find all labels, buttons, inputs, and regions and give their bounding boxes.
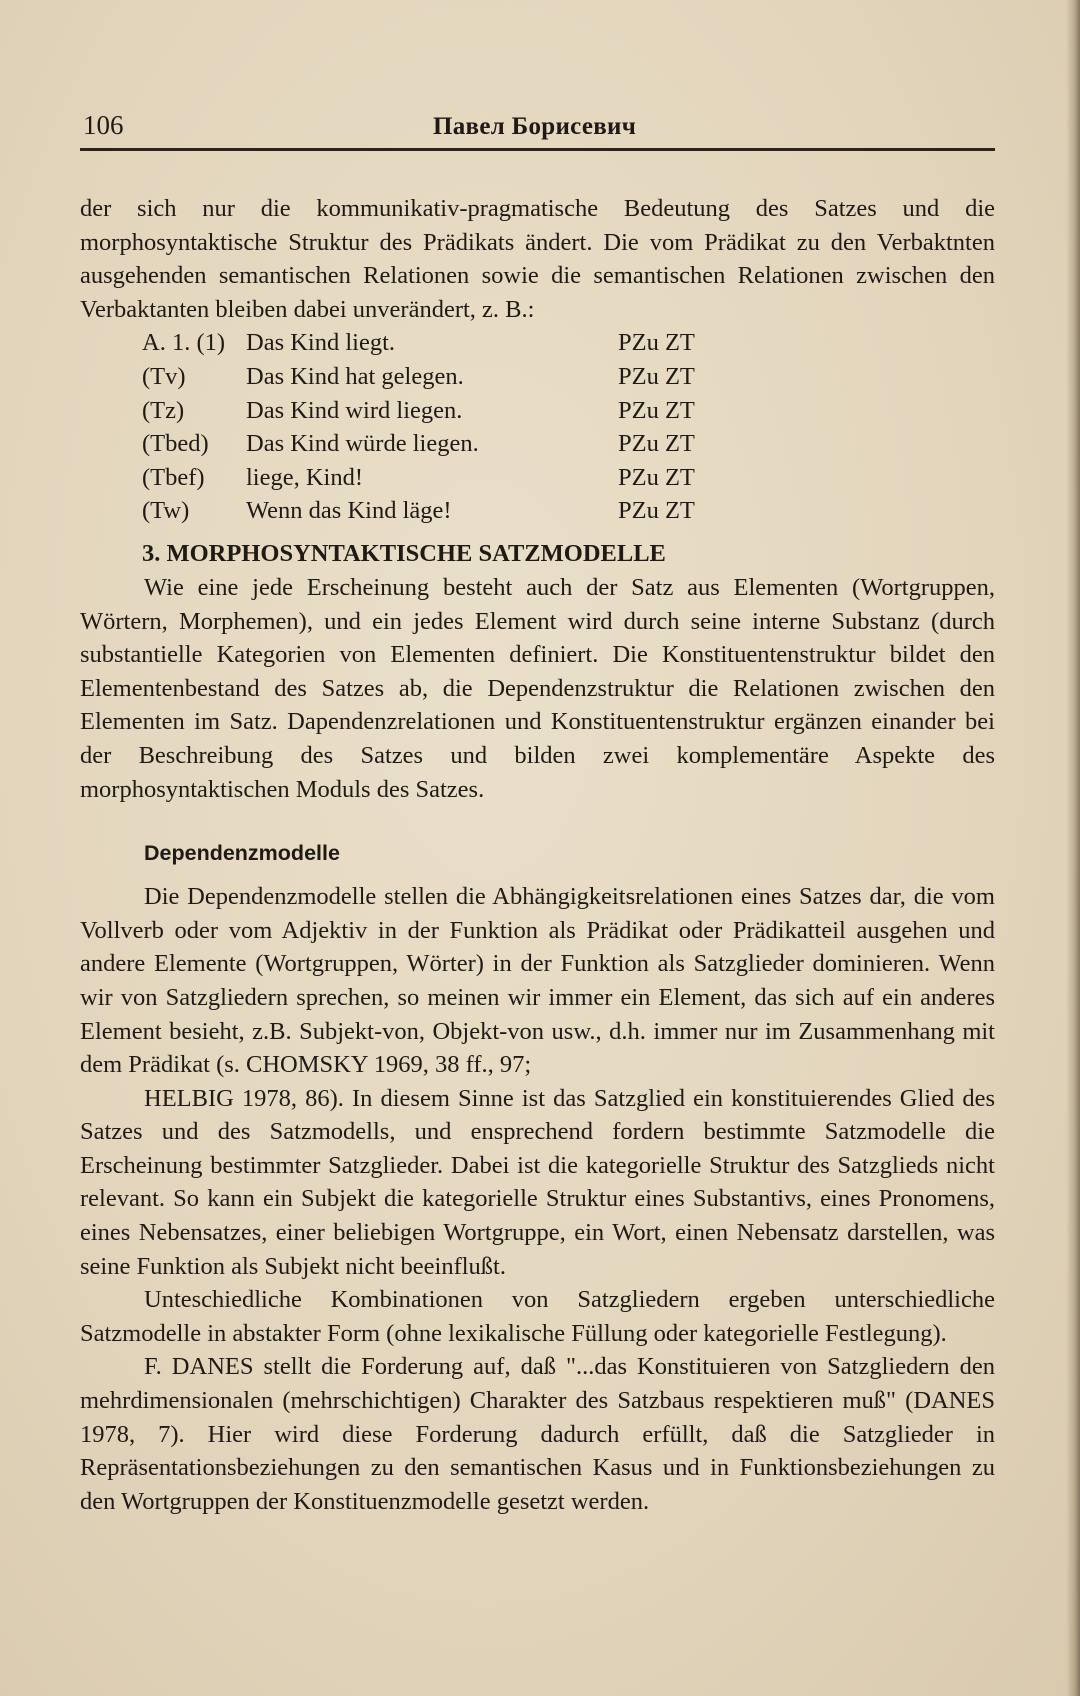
example-code: PZu ZT: [618, 463, 695, 491]
example-sentence: Wenn das Kind läge!: [246, 497, 452, 525]
example-label: (Tbed): [142, 430, 209, 458]
body-paragraph: Die Dependenzmodelle stellen die Abhängigkeitsrelationen eines Satzes dar, die vom Vollverb oder vom Adjektiv in der Funktion als Prädikat oder Prädikatteil ausgehen und andere Elemente (Wortgruppen, Wörter) in der Funktion als Satzglieder dominieren. Wenn wir von Satzgliedern sprechen, so meinen wir immer ein Element, das sich auf ein anderes Element besieht, z.B. Subjekt-von, Objekt-von usw., d.h. immer nur im Zusammenhang mit dem Prädikat (s. CHOMSKY 1969, 38 ff., 97;: [80, 883, 995, 1079]
example-sentence: Das Kind liegt.: [246, 329, 396, 357]
subsection-heading: Dependenzmodelle: [144, 841, 340, 866]
body-paragraph: Unteschiedliche Kombinationen von Satzgliedern ergeben unterschiedliche Satzmodelle in abstakter Form (ohne lexikalische Füllung oder kategorielle Festlegung).: [80, 1286, 995, 1347]
example-sentence: Das Kind hat gelegen.: [246, 362, 464, 390]
example-label: A. 1. (1): [142, 329, 226, 357]
example-code: PZu ZT: [618, 362, 695, 390]
example-row: [80, 394, 995, 428]
intro-paragraph: der sich nur die kommunikativ-pragmatische Bedeutung des Satzes und die morphosyntaktische Struktur des Prädikats ändert. Die vom Prädikat zu den Verbaktnten ausgehenden semantischen Relationen sowie die semantischen Relationen zwischen den Verbaktanten bleiben dabei unverändert, z. B.:: [80, 195, 995, 323]
example-code: PZu ZT: [618, 329, 695, 357]
page-body: [80, 192, 995, 1518]
example-row: [80, 494, 995, 528]
example-label: (Tw): [142, 497, 190, 525]
example-sentence: Das Kind wird liegen.: [246, 396, 463, 424]
example-row: [80, 326, 995, 360]
example-label: (Tv): [142, 362, 186, 390]
header-rule: [80, 148, 995, 151]
example-code: PZu ZT: [618, 396, 695, 424]
example-row: [80, 427, 995, 461]
example-code: PZu ZT: [618, 497, 695, 525]
body-paragraph: HELBIG 1978, 86). In diesem Sinne ist das Satzglied ein konstituierendes Glied des Satzes und des Satzmodells, und ensprechend fordern bestimmte Satzmodelle die Erscheinung bestimmter Satzglieder. Dabei ist die kategorielle Struktur des Satzglieds nicht relevant. So kann ein Subjekt die kategorielle Struktur eines Substantivs, eines Pronomens, eines Nebensatzes, einer beliebigen Wortgruppe, ein Wort, einen Nebensatz darstellen, was seine Funktion als Subjekt nicht beeinflußt.: [80, 1084, 995, 1280]
example-sentence: liege, Kind!: [246, 463, 364, 491]
page-edge-shadow: [1066, 0, 1080, 1696]
section-heading: 3. MORPHOSYNTAKTISCHE SATZMODELLE: [142, 540, 666, 568]
example-label: (Tbef): [142, 463, 205, 491]
section-paragraph: Wie eine jede Erscheinung besteht auch der Satz aus Elementen (Wortgruppen, Wörtern, Morphemen), und ein jedes Element wird durch seine interne Substanz (durch substantielle Kategorien von Elementen definiert. Die Konstituentenstruktur bildet den Elementenbestand des Satzes ab, die Dependenzstruktur die Relationen zwischen den Elementen im Satz. Dapendenzrelationen und Konstituentenstruktur ergänzen einander bei der Beschreibung des Satzes und bilden zwei komplementäre Aspekte des morphosyntaktischen Moduls des Satzes.: [80, 573, 995, 803]
example-list: [80, 326, 995, 527]
example-row: [80, 360, 995, 394]
example-sentence: Das Kind würde liegen.: [246, 430, 479, 458]
example-label: (Tz): [142, 396, 185, 424]
example-row: [80, 461, 995, 495]
example-code: PZu ZT: [618, 430, 695, 458]
running-head: Павел Борисевич: [433, 113, 637, 140]
body-paragraph: F. DANES stellt die Forderung auf, daß "...das Konstituieren von Satzgliedern den mehrdimensionalen (mehrschichtigen) Charakter des Satzbaus respektieren muß" (DANES 1978, 7). Hier wird diese Forderung dadurch erfüllt, daß die Satzglieder in Repräsentationsbeziehungen zu den semantischen Kasus und in Funktionsbeziehungen zu den Wortgruppen der Konstituenzmodelle gesetzt werden.: [80, 1353, 995, 1515]
page-header: [83, 108, 995, 148]
page-number: 106: [83, 110, 124, 140]
